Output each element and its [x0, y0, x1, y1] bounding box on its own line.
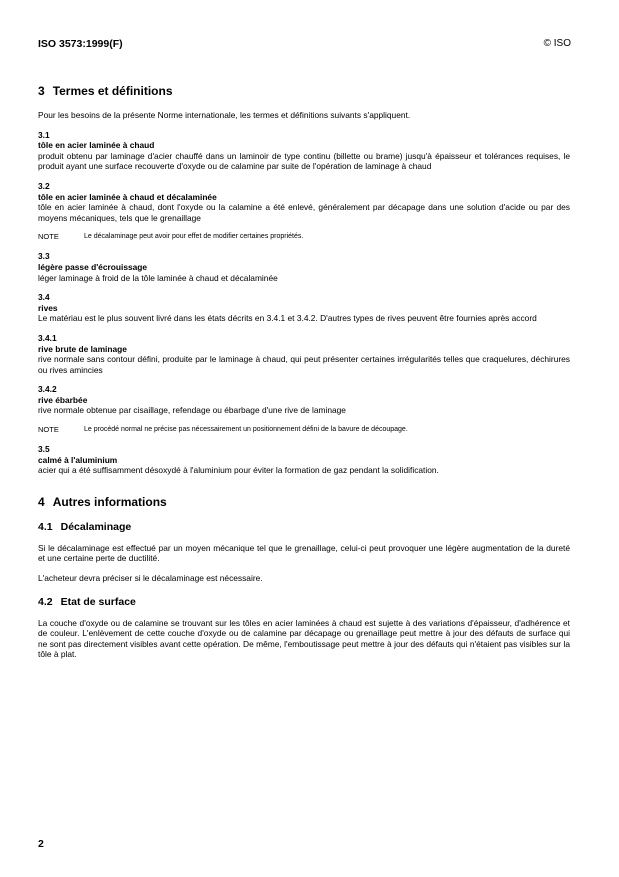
note-text: Le procédé normal ne précise pas nécessairement un positionnement défini de la bavure de découpage. [84, 426, 408, 434]
term-name: tôle en acier laminée à chaud et décalaminée [38, 191, 217, 202]
term-entry [38, 444, 570, 476]
paragraph: L'acheteur devra préciser si le décalaminage est nécessaire. [38, 573, 263, 584]
term-name: rive ébarbée [38, 394, 88, 405]
note-label: NOTE [38, 232, 59, 242]
term-number: 3.5 [38, 444, 50, 455]
subsection-title: Etat de surface [60, 595, 136, 608]
standard-reference: ISO 3573:1999(F) [38, 38, 123, 50]
copyright-notice: © ISO [543, 38, 571, 49]
note-label: NOTE [38, 425, 59, 435]
term-entry [38, 181, 570, 223]
term-definition: tôle en acier laminée à chaud, dont l'oxyde ou la calamine a été enlevé, généralement par décapage dans une solution d'acide ou par des moyens mécaniques, tels que le grenaillage [38, 202, 570, 223]
term-entry [38, 130, 570, 172]
term-name: légère passe d'écrouissage [38, 261, 148, 272]
section-title: Autres informations [52, 494, 167, 509]
term-number: 3.2 [38, 180, 50, 191]
term-name: rives [38, 302, 58, 313]
section-3-heading [38, 84, 570, 98]
term-number: 3.4.2 [38, 384, 57, 395]
term-number: 3.3 [38, 251, 50, 262]
note [38, 232, 570, 242]
term-number: 3.4 [38, 292, 50, 303]
page-body [38, 84, 570, 669]
term-definition: acier qui a été suffisamment désoxydé à l'aluminium pour éviter la formation de gaz pendant la solidification. [38, 465, 439, 476]
term-definition: rive normale obtenue par cisaillage, refendage ou ébarbage d'une rive de laminage [38, 405, 346, 416]
term-definition: Le matériau est le plus souvent livré dans les états décrits en 3.4.1 et 3.4.2. D'autres types de rives peuvent être fournies après accord [38, 313, 537, 324]
section-title: Termes et définitions [52, 84, 173, 98]
term-name: calmé à l'aluminium [38, 454, 118, 465]
section-3-intro: Pour les besoins de la présente Norme internationale, les termes et définitions suivants s'appliquent. [38, 110, 411, 120]
section-number: 4 [38, 494, 45, 509]
paragraph: Si le décalaminage est effectué par un moyen mécanique tel que le grenaillage, celui-ci peut provoquer une légère augmentation de la dureté et une certaine perte de ductilité. [38, 542, 570, 564]
term-definition: produit obtenu par laminage d'acier chauffé dans un laminoir de type continu (billette ou brame) jusqu'à épaisseur et tolérances requises, le produit ayant une surface recouverte d'oxyde ou de calamine par suite de l'opération de laminage à chaud [38, 150, 570, 172]
section-number: 3 [38, 84, 45, 98]
term-number: 3.4.1 [38, 332, 57, 343]
subsection-4-2-heading [38, 596, 570, 608]
subsection-number: 4.2 [38, 595, 53, 608]
term-number: 3.1 [38, 129, 50, 140]
term-entry [38, 384, 570, 416]
subsection-number: 4.1 [38, 520, 53, 533]
term-name: tôle en acier laminée à chaud [38, 140, 155, 151]
subsection-4-1-heading [38, 521, 570, 533]
page-number: 2 [38, 838, 44, 850]
paragraph: La couche d'oxyde ou de calamine se trouvant sur les tôles en acier laminées à chaud est sujette à des variations d'épaisseur, d'adhérence et de couleur. L'enlèvement de cette couche d'oxyde ou de calamine par décapage ou grenaillage peut mettre à jour des défauts de surface qui ne sont pas directement visibles avant cette opération. De même, l'emboutissage peut mettre à jour des défauts qui n'étaient pas visibles sur la tôle à plat. [38, 617, 570, 660]
note [38, 425, 570, 435]
section-4-heading [38, 495, 570, 509]
term-definition: rive normale sans contour défini, produite par le laminage à chaud, qui peut présenter certaines irrégularités telles que craquelures, déchirures ou rives amincies [38, 354, 570, 375]
spacer [38, 485, 570, 495]
term-definition: léger laminage à froid de la tôle laminée à chaud et décalaminée [38, 272, 278, 283]
subsection-title: Décalaminage [60, 520, 132, 533]
term-entry [38, 251, 570, 283]
term-entry [38, 292, 570, 324]
term-entry [38, 333, 570, 375]
note-text: Le décalaminage peut avoir pour effet de modifier certaines propriétés. [84, 233, 304, 241]
term-name: rive brute de laminage [38, 343, 127, 354]
